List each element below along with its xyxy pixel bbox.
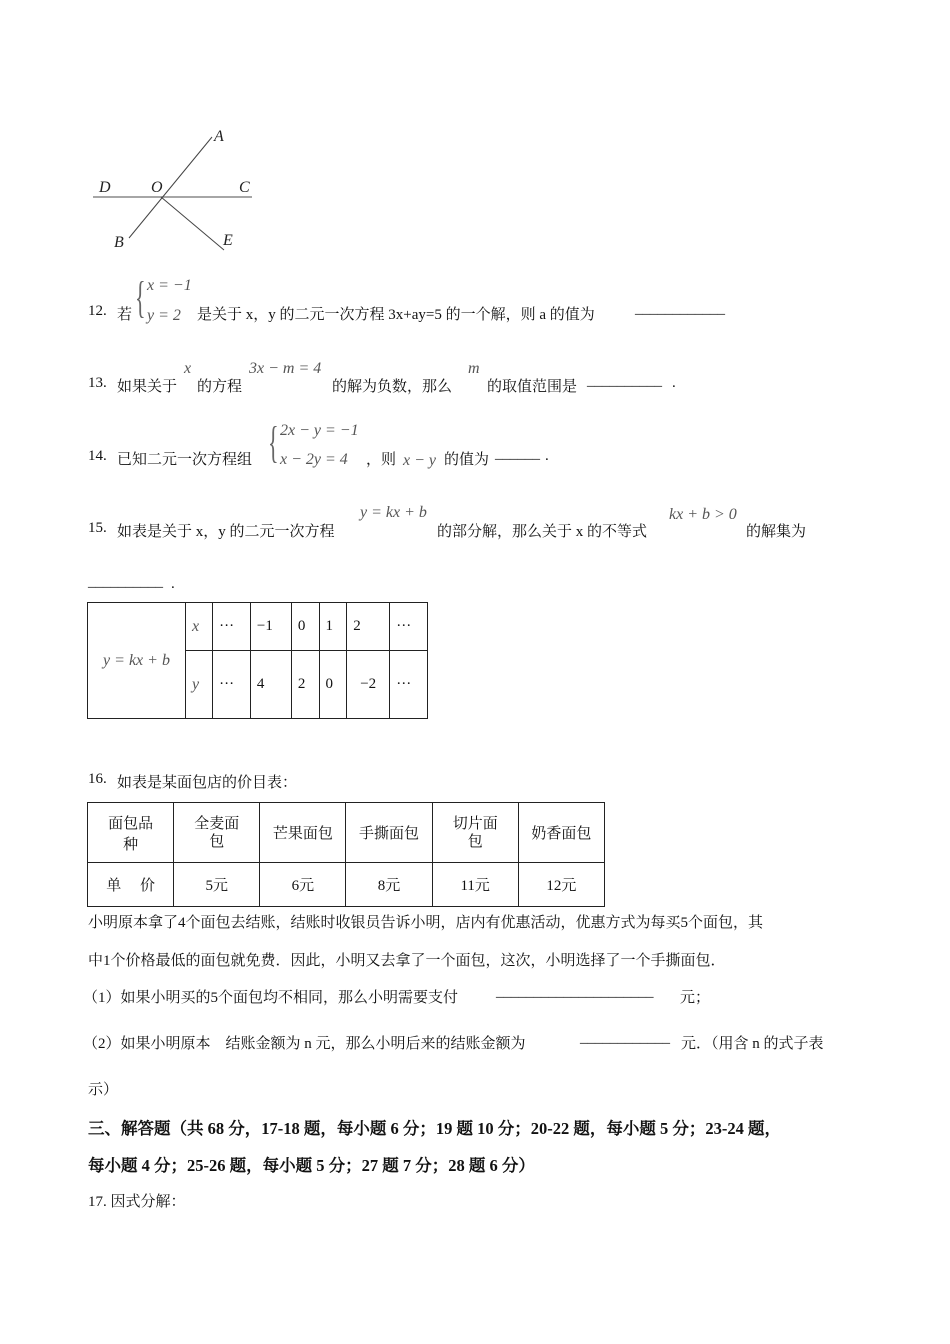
table-row bbox=[88, 863, 605, 907]
q14-blank[interactable]: ______ bbox=[495, 446, 540, 462]
q12-eq2: y = 2 bbox=[147, 307, 181, 324]
q16-subq2-blank[interactable]: ____________ bbox=[580, 1030, 670, 1046]
q13-var-x: x bbox=[184, 360, 192, 377]
q14-eq2: x − 2y = 4 bbox=[280, 451, 348, 468]
q16-subq2-cont: 示） bbox=[88, 1082, 119, 1098]
q12-number: 12. bbox=[88, 303, 107, 319]
table-cell: ··· bbox=[390, 651, 428, 719]
q16-subq2-end: 元．（用含 n 的式子表 bbox=[681, 1036, 824, 1052]
table-row bbox=[88, 603, 428, 651]
q15-end: . bbox=[171, 576, 175, 592]
q13-var-m: m bbox=[468, 360, 480, 377]
q16-subq1-end: 元； bbox=[680, 990, 711, 1006]
table-header: 全麦面包 bbox=[174, 803, 260, 863]
q14-expr: x − y bbox=[403, 452, 436, 469]
q13-blank[interactable]: __________ bbox=[587, 373, 662, 389]
q13-number: 13. bbox=[88, 375, 107, 391]
table-cell: 6元 bbox=[260, 863, 346, 907]
brace: { bbox=[268, 418, 279, 467]
q15-number: 15. bbox=[88, 520, 107, 536]
q16-subq1: （1）如果小明买的5个面包均不相同，那么小明需要支付 bbox=[83, 990, 459, 1006]
label-a: A bbox=[214, 128, 224, 145]
table-header: 面包品种 bbox=[88, 803, 174, 863]
q16-subq2: （2）如果小明原本 结账金额为 n 元，那么小明后来的结账金额为 bbox=[83, 1036, 526, 1052]
q12-text: 是关于 x，y 的二元一次方程 3x+ay=5 的一个解，则 a 的值为 bbox=[197, 307, 595, 323]
brace: { bbox=[135, 273, 146, 322]
table-cell: x bbox=[186, 603, 213, 651]
q16-paragraph: 小明原本拿了4个面包去结账，结账时收银员告诉小明，店内有优惠活动，优惠方式为每买5个面包，其 bbox=[88, 915, 764, 931]
table-row bbox=[88, 803, 605, 863]
table-cell: 5元 bbox=[174, 863, 260, 907]
q14-text: 的值为 bbox=[444, 452, 490, 468]
q15-blank[interactable]: __________ bbox=[88, 574, 163, 590]
q14-text: ，则 bbox=[366, 452, 397, 468]
q14-eq1: 2x − y = −1 bbox=[280, 422, 359, 439]
q17-text: 17. 因式分解： bbox=[88, 1194, 186, 1210]
q12-pre: 若 bbox=[117, 307, 133, 323]
table-cell: 11元 bbox=[432, 863, 518, 907]
price-table bbox=[87, 802, 605, 907]
q15-text: 的部分解，那么关于 x 的不等式 bbox=[437, 524, 648, 540]
q16-number: 16. bbox=[88, 771, 107, 787]
table-cell: 8元 bbox=[346, 863, 432, 907]
q12-blank[interactable]: ____________ bbox=[635, 301, 725, 317]
table-cell: 单 价 bbox=[88, 863, 174, 907]
q15-equation: y = kx + b bbox=[360, 504, 427, 521]
table-cell: ··· bbox=[213, 651, 251, 719]
table-cell: 2 bbox=[347, 603, 390, 651]
table-cell: 1 bbox=[319, 603, 347, 651]
q13-text: 如果关于 bbox=[117, 379, 178, 395]
table-header: 芒果面包 bbox=[260, 803, 346, 863]
table-cell: 2 bbox=[291, 651, 319, 719]
q15-text: 的解集为 bbox=[746, 524, 807, 540]
table-cell: 0 bbox=[291, 603, 319, 651]
table-header: 手撕面包 bbox=[346, 803, 432, 863]
q15-inequality: kx + b > 0 bbox=[669, 506, 737, 523]
table-header: 切片面包 bbox=[432, 803, 518, 863]
q15-table bbox=[87, 602, 428, 719]
table-cell: 4 bbox=[250, 651, 291, 719]
table-cell: −2 bbox=[347, 651, 390, 719]
table-cell: 0 bbox=[319, 651, 347, 719]
table-cell: 12元 bbox=[518, 863, 604, 907]
q13-text: 的取值范围是 bbox=[487, 379, 578, 395]
q14-end: . bbox=[545, 448, 549, 464]
label-o: O bbox=[151, 179, 163, 196]
q16-subq1-blank[interactable]: _____________________ bbox=[496, 984, 654, 1000]
q16-intro: 如表是某面包店的价目表： bbox=[117, 775, 298, 791]
table-cell: ··· bbox=[390, 603, 428, 651]
q13-equation: 3x − m = 4 bbox=[249, 360, 322, 377]
table-label: y = kx + b bbox=[88, 603, 186, 719]
table-header: 奶香面包 bbox=[518, 803, 604, 863]
label-b: B bbox=[114, 234, 124, 251]
section-heading: 每小题 4 分；25-26 题，每小题 5 分；27 题 7 分；28 题 6 分） bbox=[88, 1156, 535, 1175]
table-cell: ··· bbox=[213, 603, 251, 651]
angle-figure bbox=[0, 0, 300, 260]
label-e: E bbox=[223, 232, 233, 249]
q12-eq1: x = −1 bbox=[147, 277, 192, 294]
label-c: C bbox=[239, 179, 250, 196]
q16-paragraph: 中1个价格最低的面包就免费．因此，小明又去拿了一个面包，这次，小明选择了一个手撕面包． bbox=[88, 953, 726, 969]
q14-number: 14. bbox=[88, 448, 107, 464]
table-cell: y bbox=[186, 651, 213, 719]
q13-text: 的方程 bbox=[197, 379, 243, 395]
q13-end: . bbox=[672, 375, 676, 391]
line-ab bbox=[129, 137, 212, 238]
q13-text: 的解为负数，那么 bbox=[332, 379, 453, 395]
ray-oe bbox=[161, 197, 224, 250]
q14-text: 已知二元一次方程组 bbox=[117, 452, 253, 468]
table-cell: −1 bbox=[250, 603, 291, 651]
q15-text: 如表是关于 x，y 的二元一次方程 bbox=[117, 524, 335, 540]
section-heading: 三、解答题（共 68 分，17-18 题，每小题 6 分；19 题 10 分；20-22 题，每小题 5 分；23-24 题， bbox=[88, 1119, 781, 1138]
label-d: D bbox=[99, 179, 111, 196]
